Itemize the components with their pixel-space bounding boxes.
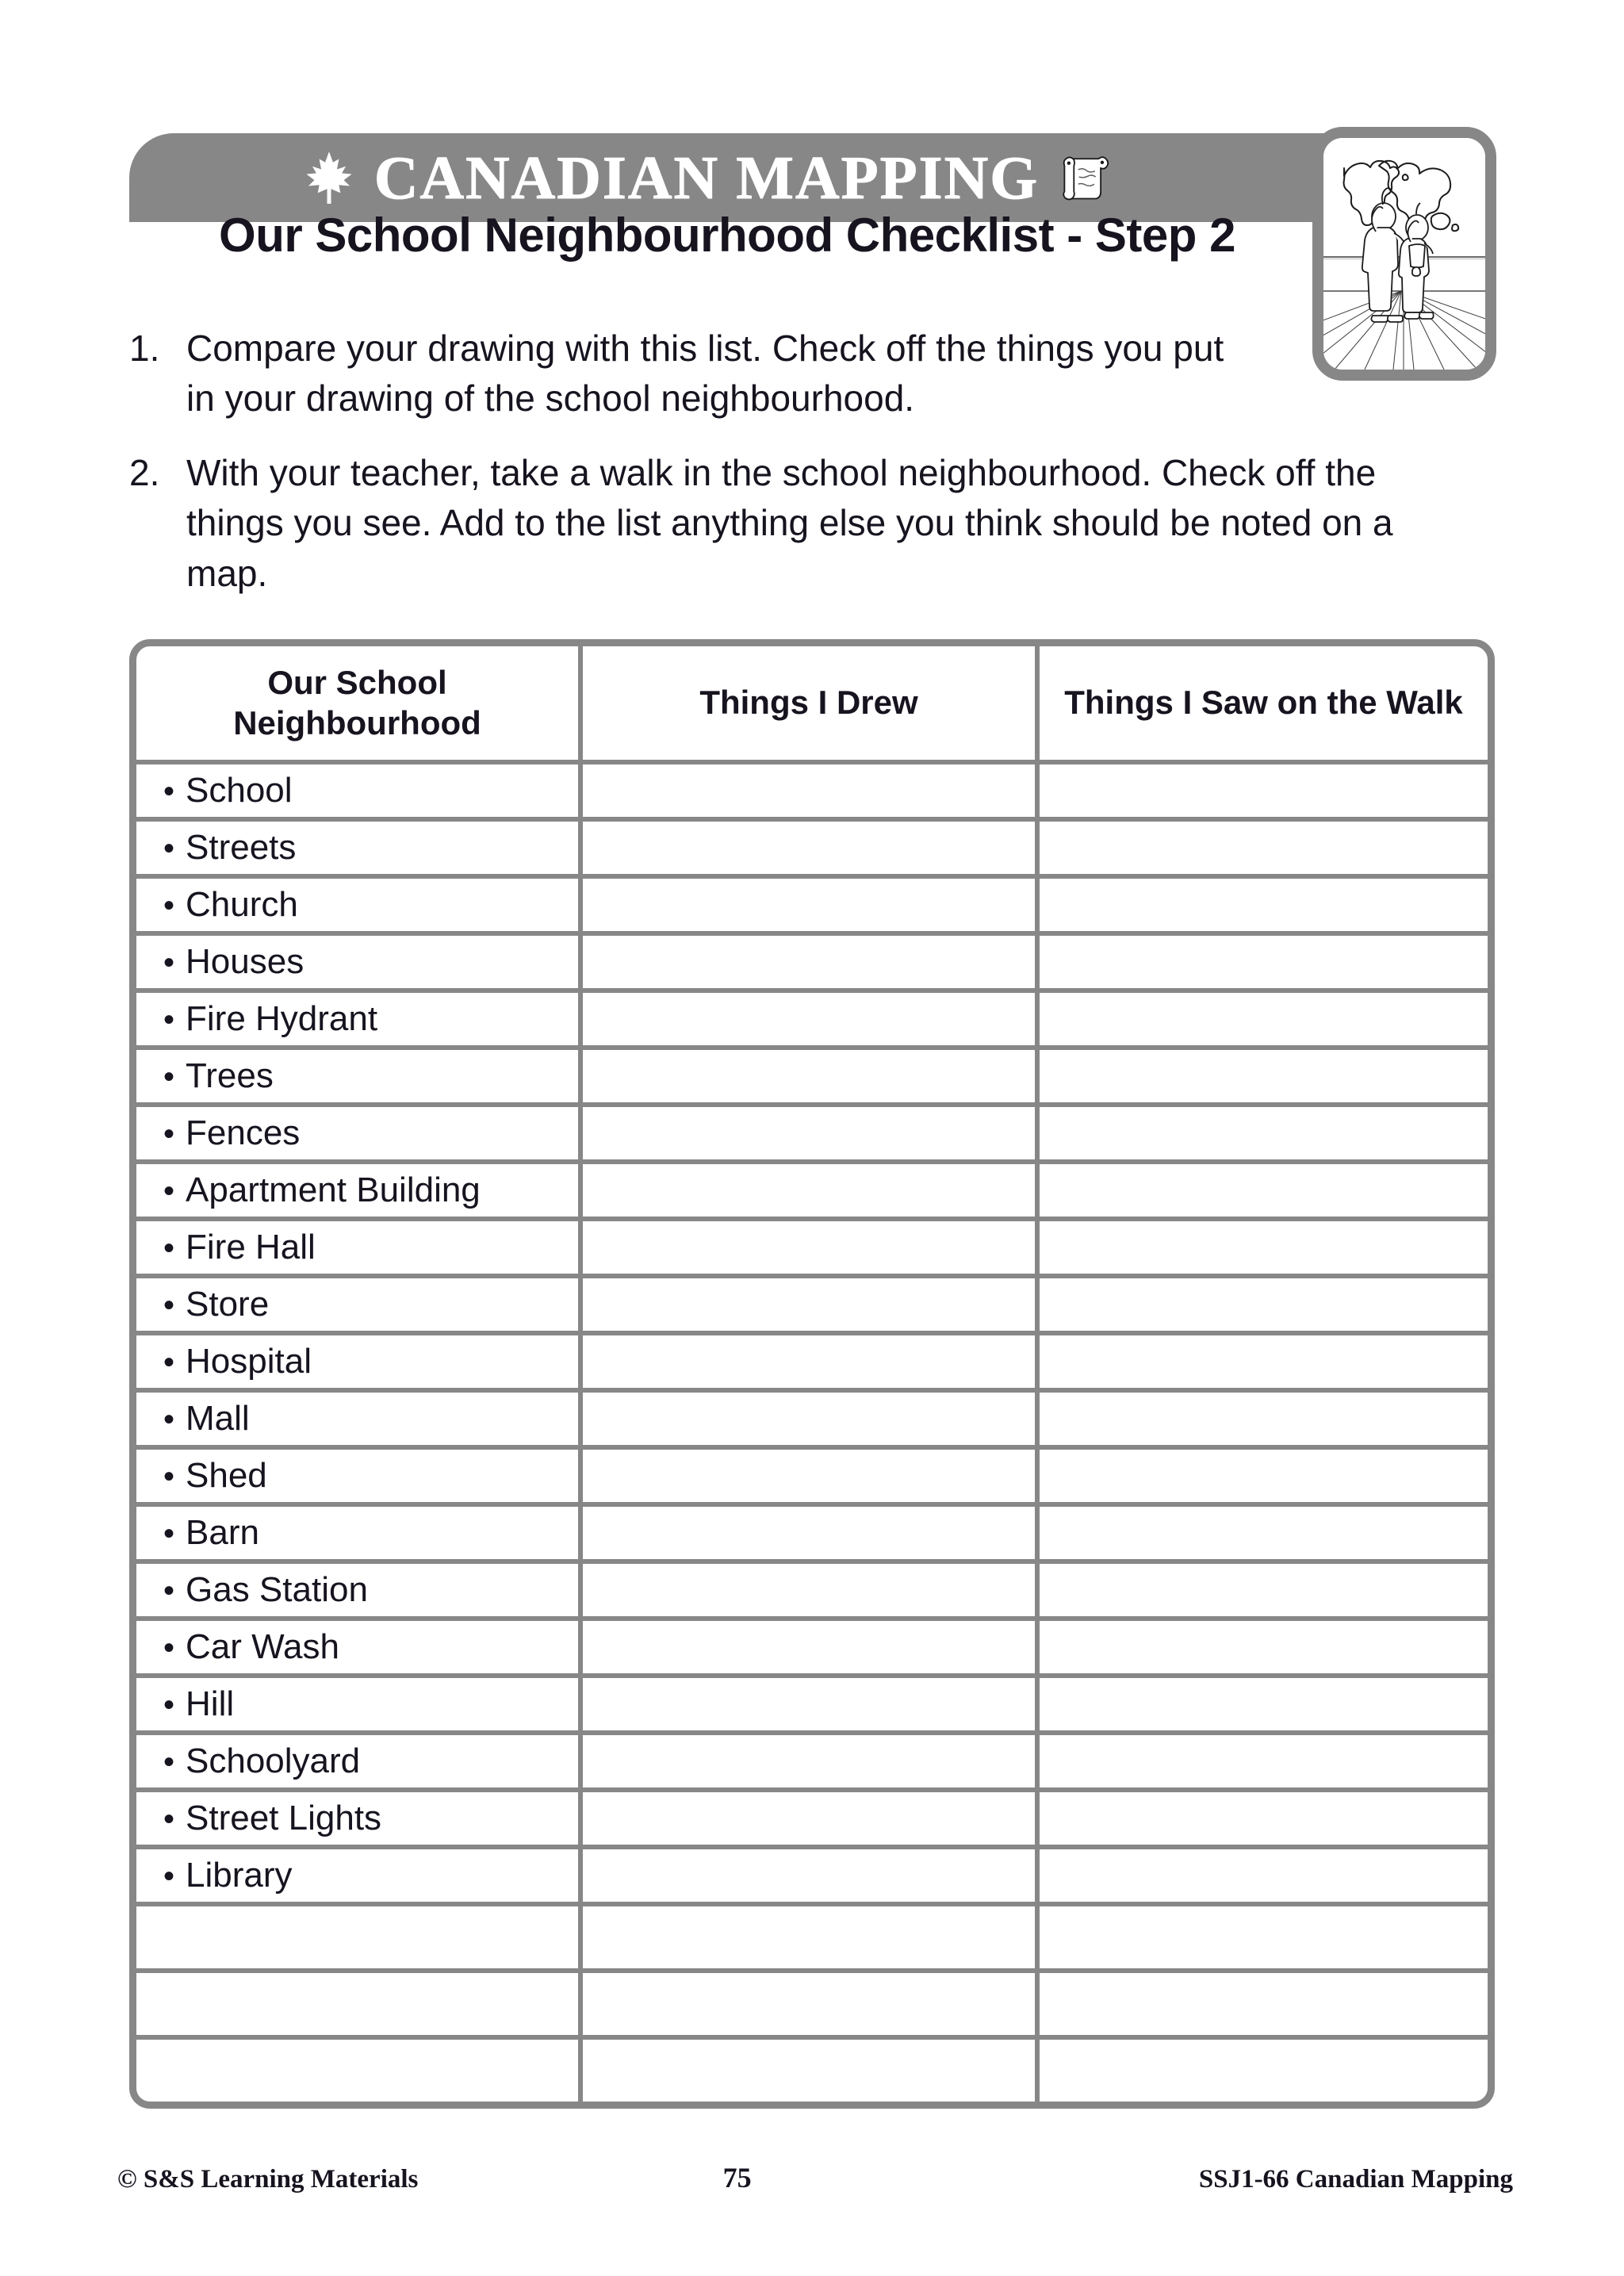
things-i-saw-checkbox-cell[interactable] (1040, 1564, 1488, 1616)
things-i-saw-checkbox-cell[interactable] (1040, 2040, 1488, 2102)
checklist-item-text: Library (186, 1856, 293, 1895)
table-row (136, 1621, 1488, 1678)
things-i-saw-checkbox-cell[interactable] (1040, 1335, 1488, 1388)
table-row (136, 1678, 1488, 1735)
bullet-icon: • (163, 1516, 175, 1551)
bullet-icon: • (163, 1231, 175, 1266)
checklist-item-cell (136, 1335, 583, 1388)
footer-product-code: SSJ1-66 Canadian Mapping (1198, 2165, 1513, 2194)
checklist-item-cell (136, 1849, 583, 1902)
table-row (136, 1564, 1488, 1621)
checklist-item-text: Fences (186, 1113, 301, 1152)
things-i-saw-checkbox-cell[interactable] (1040, 1621, 1488, 1673)
things-i-saw-checkbox-cell[interactable] (1040, 1849, 1488, 1902)
things-i-saw-checkbox-cell[interactable] (1040, 1906, 1488, 1968)
things-i-saw-checkbox-cell[interactable] (1040, 1450, 1488, 1502)
bullet-icon: • (163, 1059, 175, 1094)
bullet-icon: • (163, 1002, 175, 1037)
checklist-item-cell (136, 1450, 583, 1502)
checklist-item-cell (136, 1278, 583, 1331)
checklist-item-cell (136, 1735, 583, 1787)
things-i-saw-checkbox-cell[interactable] (1040, 1221, 1488, 1274)
things-i-drew-checkbox-cell[interactable] (583, 1507, 1040, 1559)
checklist-item-label (147, 1570, 368, 1609)
checklist-item-label (147, 1627, 339, 1666)
things-i-saw-checkbox-cell[interactable] (1040, 764, 1488, 817)
checklist-item-label (147, 1858, 293, 1893)
bullet-icon: • (163, 888, 175, 923)
bullet-icon: • (163, 1288, 175, 1323)
checklist-item-cell (136, 1221, 583, 1274)
checklist-item-text: Hospital (186, 1342, 312, 1381)
checklist-item-text: Streets (186, 828, 297, 867)
things-i-drew-checkbox-cell[interactable] (583, 1792, 1040, 1845)
things-i-saw-checkbox-cell[interactable] (1040, 879, 1488, 931)
things-i-drew-checkbox-cell[interactable] (583, 2040, 1040, 2102)
checklist-item-text: Store (186, 1285, 270, 1324)
banner-title: CANADIAN MAPPING (373, 143, 1040, 212)
bullet-icon: • (163, 945, 175, 980)
checklist-item-text: Street Lights (186, 1799, 382, 1837)
things-i-saw-checkbox-cell[interactable] (1040, 1792, 1488, 1845)
table-row (136, 1164, 1488, 1221)
things-i-saw-checkbox-cell[interactable] (1040, 1278, 1488, 1331)
table-row (136, 1050, 1488, 1107)
blank-item-cell[interactable] (136, 2040, 583, 2102)
column-header-things-i-drew: Things I Drew (583, 646, 1040, 760)
things-i-saw-checkbox-cell[interactable] (1040, 822, 1488, 874)
table-row-blank (136, 2040, 1488, 2102)
bullet-icon: • (163, 1402, 175, 1437)
table-row (136, 879, 1488, 936)
things-i-saw-checkbox-cell[interactable] (1040, 936, 1488, 988)
things-i-drew-checkbox-cell[interactable] (583, 1164, 1040, 1217)
table-row (136, 1792, 1488, 1849)
things-i-drew-checkbox-cell[interactable] (583, 822, 1040, 874)
checklist-item-label (147, 1287, 269, 1322)
table-row (136, 1735, 1488, 1792)
table-row (136, 993, 1488, 1050)
checklist-item-text: Gas Station (186, 1570, 368, 1609)
bullet-icon: • (163, 1117, 175, 1151)
checklist-item-label (147, 1344, 312, 1379)
checklist-item-cell (136, 1107, 583, 1159)
things-i-drew-checkbox-cell[interactable] (583, 1849, 1040, 1902)
things-i-saw-checkbox-cell[interactable] (1040, 1164, 1488, 1217)
maple-leaf-icon (304, 149, 354, 206)
table-row (136, 1335, 1488, 1393)
checklist-item-text: Church (186, 885, 298, 924)
table-row (136, 1450, 1488, 1507)
table-row (136, 764, 1488, 822)
checklist-item-label (147, 942, 304, 981)
footer-copyright: © S&S Learning Materials (117, 2165, 419, 2194)
neighbourhood-checklist-table (129, 639, 1495, 2109)
checklist-item-label (147, 830, 296, 865)
checklist-item-cell (136, 764, 583, 817)
table-header-row (136, 646, 1488, 764)
page-footer (117, 2161, 1513, 2194)
checklist-item-cell (136, 1792, 583, 1845)
checklist-item-text: Mall (186, 1399, 250, 1438)
instruction-number: 1. (129, 328, 160, 369)
scroll-map-icon (1059, 153, 1110, 202)
checklist-item-label (147, 1173, 481, 1208)
things-i-drew-checkbox-cell[interactable] (583, 1735, 1040, 1787)
table-row (136, 1221, 1488, 1278)
page-title: Our School Neighbourhood Checklist - Step 2 (219, 209, 1235, 262)
blank-item-cell[interactable] (136, 1906, 583, 1968)
checklist-item-cell (136, 1393, 583, 1445)
things-i-saw-checkbox-cell[interactable] (1040, 1973, 1488, 2035)
things-i-drew-checkbox-cell[interactable] (583, 1050, 1040, 1102)
things-i-drew-checkbox-cell[interactable] (583, 1973, 1040, 2035)
checklist-item-label (147, 1684, 235, 1723)
checklist-item-label (147, 887, 298, 922)
checklist-item-cell (136, 1621, 583, 1673)
checklist-item-cell (136, 822, 583, 874)
things-i-drew-checkbox-cell[interactable] (583, 1107, 1040, 1159)
bullet-icon: • (163, 831, 175, 866)
bullet-icon: • (163, 1174, 175, 1209)
instruction-text: With your teacher, take a walk in the school neighbourhood. Check off the things you see. Add to the list anything else you think should be noted on a map. (186, 451, 1393, 594)
things-i-saw-checkbox-cell[interactable] (1040, 1107, 1488, 1159)
checklist-item-text: Fire Hydrant (186, 999, 378, 1038)
things-i-drew-checkbox-cell[interactable] (583, 1450, 1040, 1502)
instruction-item (129, 448, 1477, 599)
checklist-item-text: School (186, 771, 293, 810)
instruction-text: Compare your drawing with this list. Check off the things you put in your drawing of the school neighbourhood. (186, 328, 1224, 420)
things-i-drew-checkbox-cell[interactable] (583, 1564, 1040, 1616)
checklist-item-cell (136, 993, 583, 1045)
checklist-item-cell (136, 1507, 583, 1559)
things-i-drew-checkbox-cell[interactable] (583, 764, 1040, 817)
checklist-item-text: Barn (186, 1513, 259, 1552)
checklist-item-label (147, 1515, 259, 1550)
checklist-item-label (147, 1801, 381, 1836)
things-i-saw-checkbox-cell[interactable] (1040, 1507, 1488, 1559)
bullet-icon: • (163, 1459, 175, 1494)
checklist-item-cell (136, 1564, 583, 1616)
checklist-item-label (147, 999, 378, 1038)
things-i-drew-checkbox-cell[interactable] (583, 1678, 1040, 1730)
bullet-icon: • (163, 1345, 175, 1380)
checklist-item-text: Shed (186, 1456, 267, 1495)
checklist-item-text: Schoolyard (186, 1741, 361, 1780)
blank-item-cell[interactable] (136, 1973, 583, 2035)
checklist-item-text: Apartment Building (186, 1171, 481, 1209)
instruction-item (129, 324, 1477, 424)
checklist-item-cell (136, 1050, 583, 1102)
things-i-drew-checkbox-cell[interactable] (583, 1335, 1040, 1388)
checklist-item-cell (136, 879, 583, 931)
things-i-drew-checkbox-cell[interactable] (583, 1278, 1040, 1331)
things-i-drew-checkbox-cell[interactable] (583, 1621, 1040, 1673)
table-row (136, 822, 1488, 879)
table-row (136, 1849, 1488, 1906)
things-i-drew-checkbox-cell[interactable] (583, 1221, 1040, 1274)
table-row (136, 1393, 1488, 1450)
things-i-drew-checkbox-cell[interactable] (583, 1393, 1040, 1445)
checklist-item-text: Hill (186, 1684, 235, 1723)
checklist-item-label (147, 1741, 361, 1780)
checklist-item-label (147, 1113, 301, 1152)
things-i-drew-checkbox-cell[interactable] (583, 879, 1040, 931)
checklist-item-text: Car Wash (186, 1627, 339, 1666)
table-row-blank (136, 1973, 1488, 2040)
checklist-item-text: Trees (186, 1056, 274, 1095)
instructions-list (129, 324, 1477, 623)
things-i-saw-checkbox-cell[interactable] (1040, 1050, 1488, 1102)
bullet-icon: • (163, 1859, 175, 1894)
checklist-item-label (147, 1230, 316, 1265)
things-i-saw-checkbox-cell[interactable] (1040, 1735, 1488, 1787)
instruction-number: 2. (129, 451, 160, 493)
bullet-icon: • (163, 774, 175, 809)
footer-page-number: 75 (722, 2162, 752, 2194)
bullet-icon: • (163, 1630, 175, 1665)
bullet-icon: • (163, 1573, 175, 1608)
things-i-saw-checkbox-cell[interactable] (1040, 993, 1488, 1045)
column-header-neighbourhood: Our School Neighbourhood (136, 646, 583, 760)
bullet-icon: • (163, 1745, 175, 1780)
table-row (136, 1107, 1488, 1164)
bullet-icon: • (163, 1688, 175, 1722)
things-i-saw-checkbox-cell[interactable] (1040, 1678, 1488, 1730)
checklist-item-label (147, 1401, 250, 1436)
things-i-saw-checkbox-cell[interactable] (1040, 1393, 1488, 1445)
checklist-item-cell (136, 1164, 583, 1217)
checklist-item-label (147, 1056, 274, 1095)
table-row (136, 936, 1488, 993)
checklist-item-label (147, 1458, 267, 1493)
checklist-item-text: Houses (186, 942, 304, 981)
checklist-item-cell (136, 936, 583, 988)
column-header-things-i-saw: Things I Saw on the Walk (1064, 684, 1463, 722)
checklist-item-label (147, 773, 293, 808)
table-body (136, 764, 1488, 2102)
checklist-item-cell (136, 1678, 583, 1730)
banner-content (304, 143, 1110, 212)
table-row-blank (136, 1906, 1488, 1973)
checklist-item-text: Fire Hall (186, 1228, 316, 1266)
things-i-drew-checkbox-cell[interactable] (583, 1906, 1040, 1968)
table-row (136, 1507, 1488, 1564)
things-i-drew-checkbox-cell[interactable] (583, 936, 1040, 988)
table-row (136, 1278, 1488, 1335)
bullet-icon: • (163, 1802, 175, 1837)
things-i-drew-checkbox-cell[interactable] (583, 993, 1040, 1045)
